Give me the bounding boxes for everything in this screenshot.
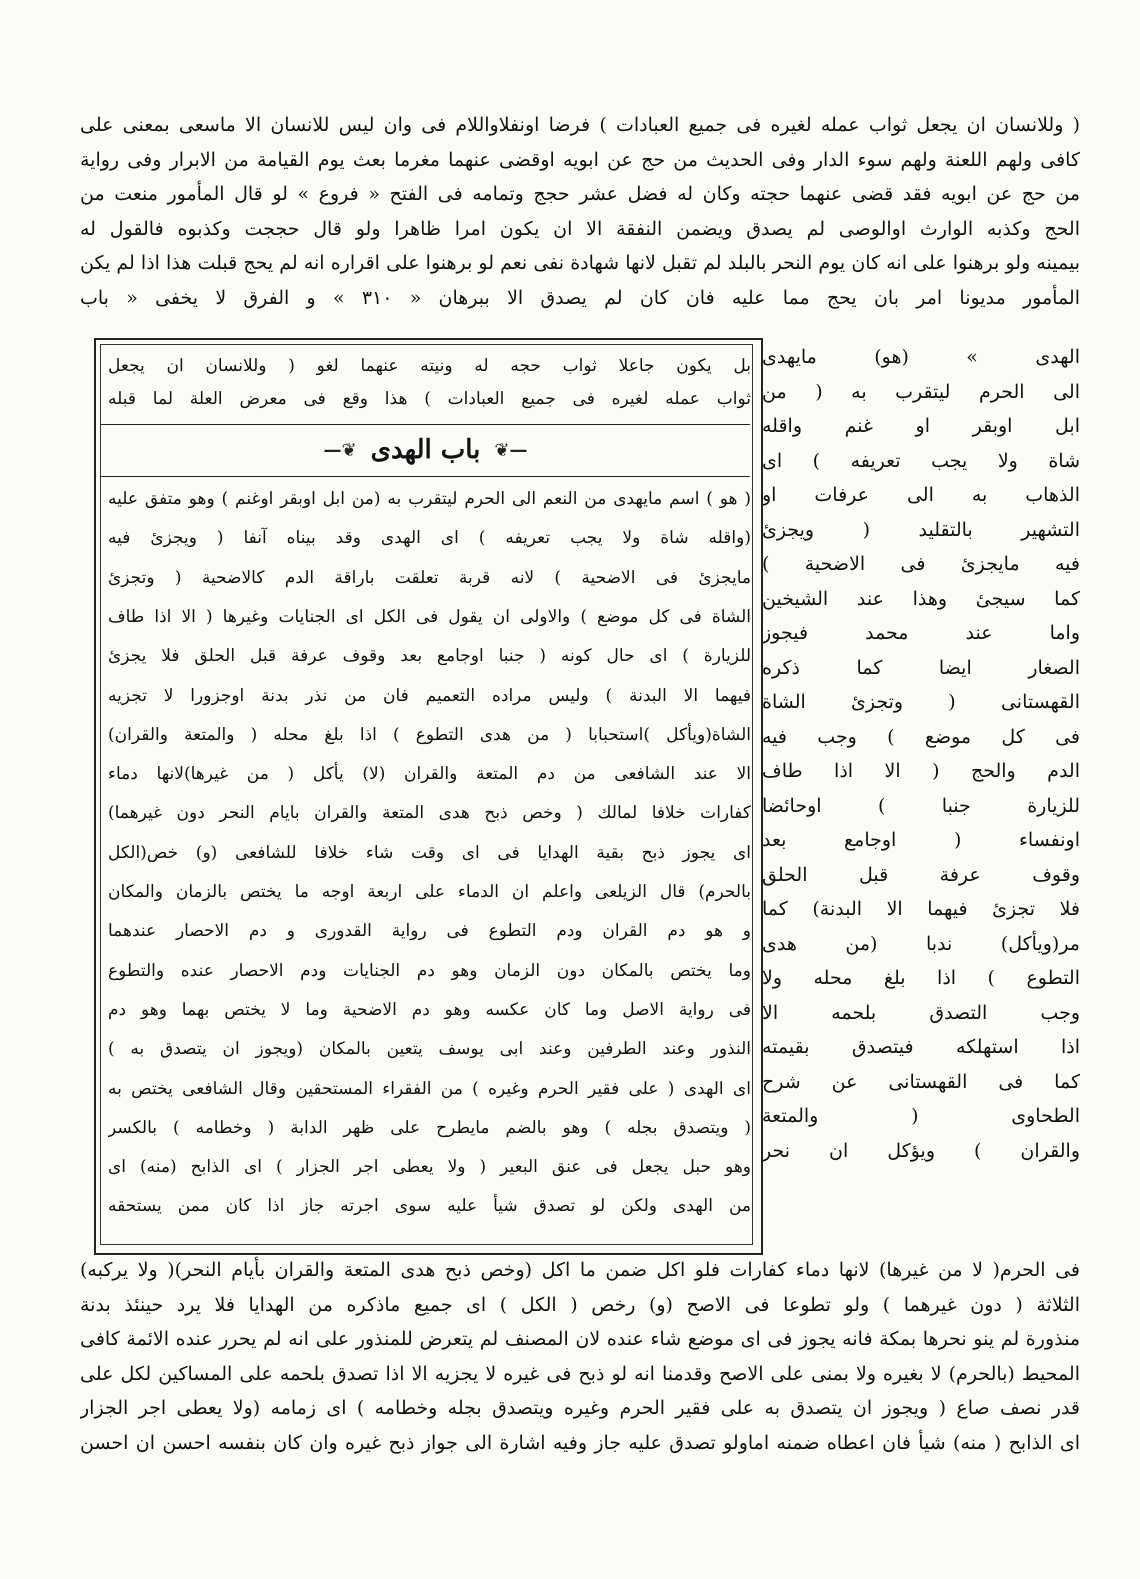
side-text-line: الدم والحج ( الا اذا طاف (762, 760, 1080, 782)
text-line: المحيط (بالحرم) لا بغيره ولا بمنى على الاصح وقدمنا انه لو ذبح فى غيره لا يجزيه الا اذا تصدق بلحمه على المساكين لكل على (80, 1362, 1080, 1385)
side-text-line: الطحاوى ( والمتعة (762, 1105, 1080, 1127)
side-text-line: للزيارة جنبا ) اوحائضا (762, 794, 1080, 817)
main-text-frame-inner (100, 344, 753, 1245)
text-line: ( وللانسان ان يجعل ثواب عمله لغيره فى جميع العبادات ) فرضا اونفلاواللام فى وان ليس للانسان الا ماسعى بمعنى على (80, 114, 1080, 136)
side-text-line: التطوع ) اذا بلغ محله ولا (762, 967, 1080, 989)
text-line: من حج عن ابويه فقد قضى عنهما حجته وكان له فضل عشر حجج وتمامه فى الفتح « فروع » لو قال المأمور منعت من (80, 183, 1080, 205)
box-text-line: للزيارة ) اى حال كونه ( جنبا اوجامع بعد وقوف عرفة قبل الحلق فلا يجزىٔ (108, 646, 751, 667)
side-text-line: وجب التصدق بلحمه الا (762, 1001, 1080, 1024)
box-text-line: و هو دم القران ودم التطوع فى رواية القدورى و دم الاحصار عندهما (108, 921, 751, 942)
divider (101, 476, 750, 477)
side-text-line: القهستانى ( وتجزىٔ الشاة (762, 691, 1080, 713)
text-line: منذورة لم ينو نحرها بمكة فانه يجوز فى اى موضع شاء عنده لان المصنف لم يتعرض للمنذور على انه لم يحرر عنده الائمة كافى (80, 1328, 1080, 1350)
text-line: فى الحرم( لا من غيرها) لانها دماء كفارات فلو اكل ضمن ما اكل (وخص ذبح هدى المتعة والقران بأيام النحر)( ولا يركبه) (80, 1259, 1080, 1281)
ornament-icon: ❦— (323, 439, 357, 461)
text-line: المأمور مديونا امر بان يحج مما عليه فان كان لم يصدق الا ببرهان « ٣١٠ » و الفرق لا يخفى « باب (80, 286, 1080, 309)
text-line: الثلاثة ( دون غيرهما ) ولو تطوعا فى الاصح (و) رخص ( الكل ) اى جميع ماذكره من الهدايا فلا يرد حينئذ بدنة (80, 1293, 1080, 1316)
side-text-line: اذا استهلكه فيتصدق بقيمته (762, 1036, 1080, 1058)
side-text-line: الذهاب به الى عرفات او (762, 484, 1080, 506)
side-text-line: كما سيجىٔ وهذا عند الشيخين (762, 587, 1080, 610)
box-text-line: فى رواية الاصل وما كان عكسه وهو دم الاضحية وما لا يختص بهما وهو دم (108, 999, 751, 1020)
box-text-line: النذور وعند الطرفين وعند ابى يوسف يتعين بالمكان (ويجوز ان يتصدق به ) (108, 1039, 751, 1060)
side-text-line: الى الحرم ليتقرب به ( من (762, 380, 1080, 403)
side-text-line: اونفساء ( اوجامع بعد (762, 829, 1080, 851)
box-text-line: الا عند الشافعى من دم المتعة والقران (لا) يأكل ( من غيرها)لانها دماء (108, 764, 751, 785)
side-text-line: ابل اوبقر او غنم واقله (762, 415, 1080, 437)
box-text-line: كفارات خلافا لمالك ( وخص ذبح هدى المتعة والقران بايام النحر دون غيرهما) (108, 803, 751, 824)
box-text-line: مايجزىٔ فى الاضحية ) لانه قربة تعلقت باراقة الدم كالاضحية ( وتجزىٔ (108, 567, 751, 588)
side-text-line: كما فى القهستانى عن شرح (762, 1070, 1080, 1093)
text-line: بيمينه ولو برهنوا على انه كان يوم النحر بالبلد لم تقبل لانها شهادة نفى نعم لو برهنوا على اقراره انه لم يحج قبلت هذا اذا لم يكن (80, 252, 1080, 274)
side-text-line: مر(ويأكل) ندبا (من هدى (762, 932, 1080, 955)
ornament-icon: —❦ (494, 439, 528, 461)
side-text-line: الصغار ايضا كما ذكره (762, 656, 1080, 679)
side-text-line: شاة ولا يجب تعريفه ) اى (762, 449, 1080, 472)
side-text-line: التشهير بالتقليد ( ويجزىٔ (762, 518, 1080, 541)
text-line: اى الذابح ( منه) شيأ فان اعطاه ضمنه اماولو تصدق عليه جاز وفيه اشارة الى جواز ذبح غيره وان كان بنفسه احسن ان احسن (80, 1431, 1080, 1454)
box-text-line: بالحرم) قال الزيلعى واعلم ان الدماء على اربعة اوجه ما يختص بالزمان والمكان (108, 882, 751, 902)
side-text-line: والقران ) ويؤكل ان نحر (762, 1139, 1080, 1162)
side-text-line: فى كل موضع ) وجب فيه (762, 725, 1080, 748)
box-text-line: الشاة فى كل موضع ) والاولى ان يقول فى الكل اى الجنايات وغيرها ( الا اذا طاف (108, 606, 751, 627)
side-text-line: فلا تجزىٔ فيهما الا البدنة) كما (762, 898, 1080, 920)
chapter-heading (100, 425, 751, 475)
box-text-line: اى الهدى ( على فقير الحرم وغيره ) من الفقراء المستحقين وقال الشافعى يختص به (108, 1078, 751, 1099)
box-text-line: بل يكون جاعلا ثواب حجه له ونيته عنهما لغو ( وللانسان ان يجعل (108, 356, 751, 376)
box-text-line: وهو حبل يجعل فى عنق البعير ( ولا يعطى اجر الجزار ) اى الذابح (منه) اى (108, 1157, 751, 1178)
box-text-line: من الهدى ولكن لو تصدق شيأ عليه سوى اجرته جاز اذا كان ممن يستحقه (108, 1196, 751, 1217)
side-text-line: واما عند محمد فيجوز (762, 622, 1080, 644)
box-text-line: ثواب عمله لغيره فى جميع العبادات ) هذا وقع فى معرض العلة لما قبله (108, 389, 751, 409)
box-text-line: ( ويتصدق بجله ) وهو بالضم مايطرح على ظهر الدابة ( وخطامه ) بالكسر (108, 1117, 751, 1138)
text-line: الحج وكذبه الوارث اوالوصى لم يصدق ويضمن النفقة الا ان يكون امرا ظاهرا ولو قال حججت وكذبوه فالقول له (80, 217, 1080, 240)
side-text-line: وقوف عرفة قبل الحلق (762, 863, 1080, 886)
box-text-line: وما يختص بالمكان دون الزمان وهو دم الجنايات ودم الاحصار عنده والتطوع (108, 960, 751, 981)
text-line: قدر نصف صاع ( ويجوز ان يتصدق به على فقير الحرم وغيره ويتصدق بجله وخطامه ) اى زمامه (ولا يعطى اجر الجزار (80, 1397, 1080, 1419)
side-text-line: فيه مايجزىٔ فى الاضحية ) (762, 553, 1080, 575)
text-line: كافى ولهم اللعنة ولهم سوء الدار وفى الحديث من حج عن ابويه اوقضى عنهما مغرما بعث يوم القيامة من الابرار وفى رواية (80, 148, 1080, 171)
chapter-heading-text: باب الهدى (370, 435, 481, 465)
box-text-line: (واقله شاة ولا يجب تعريفه ) اى الهدى وقد بيناه آنفا ( ويجزىٔ فيه (108, 528, 751, 549)
box-text-line: اى يجوز ذبح بقية الهدايا فى اى وقت شاء خلافا للشافعى (و) خص(الكل (108, 842, 751, 863)
box-text-line: الشاة(ويأكل )استحبابا ( من هدى التطوع ) اذا بلغ محله ( والمتعة والقران) (108, 724, 751, 745)
side-text-line: الهدى » (هو) مايهدى (762, 346, 1080, 368)
box-text-line: فيهما الا البدنة ) وليس مراده التعميم فان من نذر بدنة اوجزورا لا تجزيه (108, 685, 751, 706)
box-text-line: ( هو ) اسم مايهدى من النعم الى الحرم ليتقرب به (من ابل اوبقر اوغنم ) وهو متفق عليه (108, 489, 751, 509)
